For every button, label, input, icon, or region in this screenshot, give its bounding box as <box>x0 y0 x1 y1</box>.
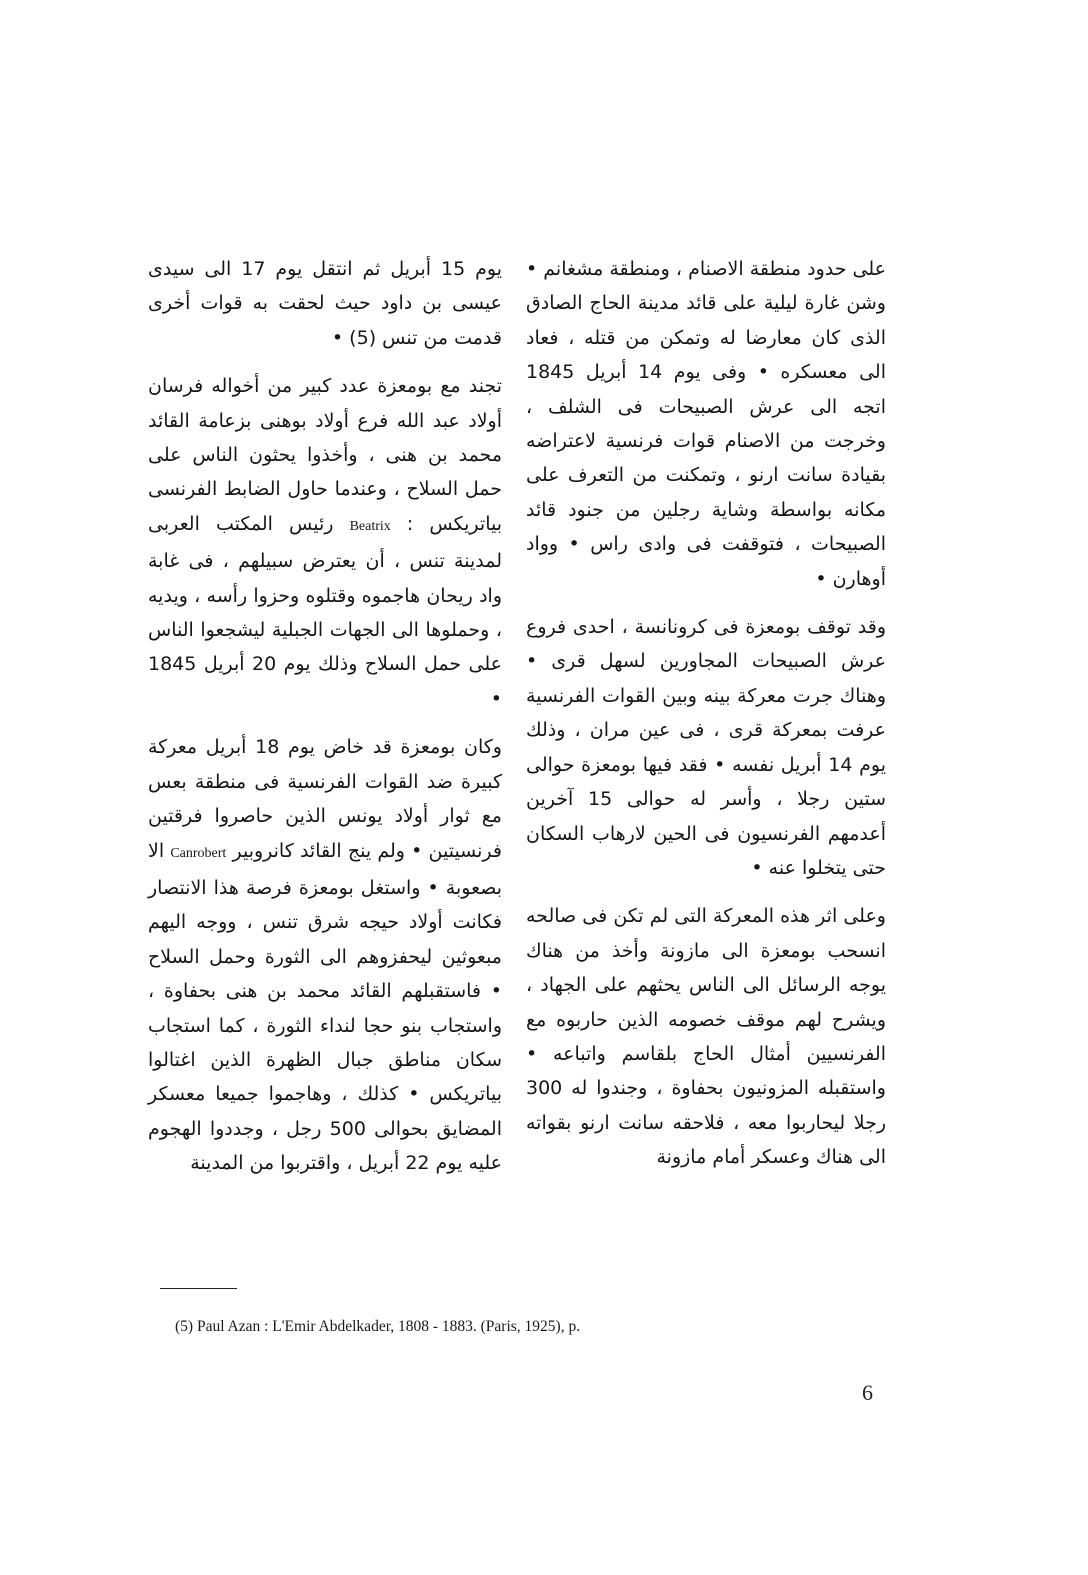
paragraph-text: وكان بومعزة قد خاض يوم 18 أبريل معركة كبيرة ضد القوات الفرنسية فى منطقة بعس مع ثوار أولاد يونس الذين حاصروا فرقتين فرنسيتين • ولم ينج القائد كانروبير <box>148 736 502 862</box>
page-number: 6 <box>862 1380 873 1405</box>
footnote: (5) Paul Azan : L'Emir Abdelkader, 1808 - 1883. (Paris, 1925), p. <box>175 1318 581 1335</box>
latin-name-canrobert: Canrobert <box>170 845 227 861</box>
paragraph: يوم 15 أبريل ثم انتقل يوم 17 الى سيدى عيسى بن داود حيث لحقت به قوات أخرى قدمت من تنس (5) • <box>148 258 502 349</box>
right-text-column <box>526 252 886 1175</box>
paragraph: وعلى اثر هذه المعركة التى لم تكن فى صالحه انسحب بومعزة الى مازونة وأخذ من هناك يوجه الرسائل الى الناس يحثهم على الجهاد ، ويشرح لهم موقف خصومه الذين حاربوه مع الفرنسيين أمثال الحاج بلقاسم واتباعه • واستقبله المزونيون بحفاوة ، وجندوا له 300 رجلا ليحاربوا معه ، فلاحقه سانت ارنو بقواته الى هناك وعسكر أمام مازونة <box>526 905 886 1169</box>
paragraph: وقد توقف بومعزة فى كرونانسة ، احدى فروع عرش الصبيحات المجاورين لسهل قرى • وهناك جرت معركة بينه وبين القوات الفرنسية عرفت بمعركة قرى ، فى عين مران ، وذلك يوم 14 أبريل نفسه • فقد فيها بومعزة حوالى ستين رجلا ، وأسر له حوالى 15 آخرين أعدمهم الفرنسيون فى الحين لارهاب السكان حتى يتخلوا عنه • <box>526 616 886 879</box>
footnote-rule <box>160 1288 237 1289</box>
paragraph <box>148 730 502 1180</box>
latin-name-beatrix: Beatrix <box>349 518 391 534</box>
paragraph-text: رئيس المكتب العربى لمدينة تنس ، أن يعترض سبيلهم ، فى غابة واد ريحان هاجموه وقتلوه وحزوا رأسه ، ويديه ، وحملوها الى الجهات الجبلية ليشجعوا الناس على حمل السلاح وذلك يوم 20 أبريل 1845 • <box>148 512 502 710</box>
paragraph-text: الا بصعوبة • واستغل بومعزة فرصة هذا الانتصار فكانت أولاد حيجه شرق تنس ، ووجه اليهم مبعوثين ليحفزوهم الى الثورة وحمل السلاح • فاستقبلهم القائد محمد بن هنى بحفاوة ، واستجاب بنو حجا لنداء الثورة ، كما استجاب سكان مناطق جبال الظهرة الذين اغتالوا بياتريكس • كذلك ، وهاجموا جميعا معسكر المضايق بحوالى 500 رجل ، وجددوا الهجوم عليه يوم 22 أبريل ، واقتربوا من المدينة <box>148 839 502 1175</box>
paragraph-text: تجند مع بومعزة عدد كبير من أخواله فرسان أولاد عبد الله فرع أولاد بوهنى بزعامة القائد محمد بن هنى ، وأخذوا يحثون الناس على حمل السلاح ، وعندما حاول الضابط الفرنسى بياتريكس : <box>148 375 503 535</box>
left-text-column <box>148 252 502 1181</box>
paragraph <box>148 369 502 716</box>
paragraph: على حدود منطقة الاصنام ، ومنطقة مشغانم • وشن غارة ليلية على قائد مدينة الحاج الصادق الذى كان معارضا له وتمكن من قتله ، فعاد الى معسكره • وفى يوم 14 أبريل 1845 اتجه الى عرش الصبيحات فى الشلف ، وخرجت من الاصنام قوات فرنسية لاعتراضه بقيادة سانت ارنو ، وتمكنت من التعرف على مكانه بواسطة وشاية رجلين من جنود قائد الصبيحات ، فتوقفت فى وادى راس • وواد أوهارن • <box>526 258 887 590</box>
